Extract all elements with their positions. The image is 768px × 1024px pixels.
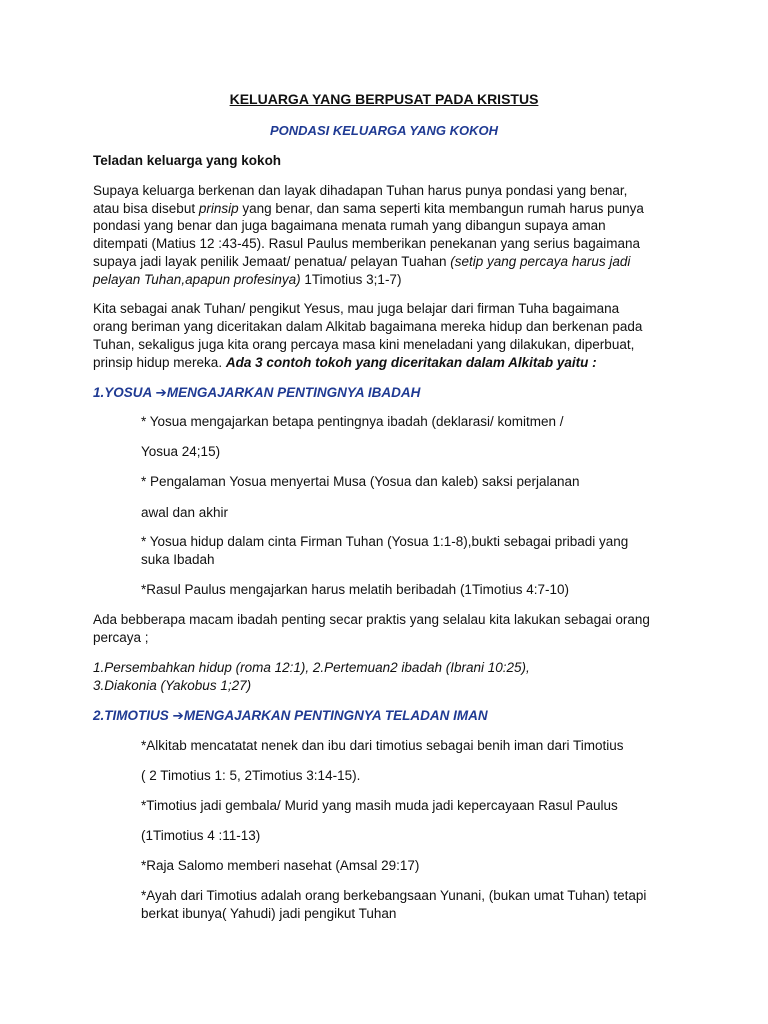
- paragraph-line: ditempati (Matius 12 :43-45). Rasul Paulus memberikan penekanan yang serius bagaimana: [93, 236, 641, 251]
- paragraph-line: Ada bebberapa macam ibadah penting secar praktis yang selalau kita lakukan sebagai orang: [93, 612, 650, 627]
- bullet-continuation: awal dan akhir: [141, 505, 229, 520]
- bullet-item: *Raja Salomo memberi nasehat (Amsal 29:17): [141, 858, 420, 873]
- text-run: prinsip hidup mereka.: [93, 355, 226, 370]
- ibadah-list-line: 1.Persembahkan hidup (roma 12:1), 2.Pertemuan2 ibadah (Ibrani 10:25),: [93, 660, 530, 675]
- paragraph-line: orang beriman yang diceritakan dalam Alkitab bagaimana mereka hidup dan berkenan pada: [93, 319, 643, 334]
- bullet-item: *Alkitab mencatatat nenek dan ibu dari timotius sebagai benih iman dari Timotius: [141, 738, 624, 753]
- text-run: 1Timotius 3;1-7): [300, 272, 402, 287]
- emphasis-text: prinsip: [198, 201, 239, 216]
- bullet-continuation: ( 2 Timotius 1: 5, 2Timotius 3:14-15).: [141, 768, 361, 783]
- text-run: supaya jadi layak penilik Jemaat/ penatua/ pelayan Tuahan: [93, 254, 451, 269]
- emphasis-text: (setip yang percaya harus jadi: [450, 254, 631, 269]
- arrow-right-icon: ➔: [155, 385, 167, 400]
- paragraph-line: [93, 200, 644, 218]
- text-run: yang benar, dan sama seperti kita membangun rumah harus punya: [238, 201, 644, 216]
- section-title-text: MENGAJARKAN PENTINGNYA IBADAH: [166, 385, 421, 400]
- bullet-item: *Ayah dari Timotius adalah orang berkebangsaan Yunani, (bukan umat Tuhan) tetapi: [141, 888, 647, 903]
- bullet-continuation: Yosua 24;15): [141, 444, 221, 459]
- document-subtitle: PONDASI KELUARGA YANG KOKOH: [270, 123, 498, 138]
- bullet-continuation: berkat ibunya( Yahudi) jadi pengikut Tuhan: [141, 906, 397, 921]
- paragraph-line: [93, 253, 630, 271]
- paragraph-line: [93, 354, 597, 372]
- section-title-timotius: [93, 707, 488, 725]
- paragraph-line: Kita sebagai anak Tuhan/ pengikut Yesus, mau juga belajar dari firman Tuha bagaimana: [93, 301, 620, 316]
- text-run: atau bisa disebut: [93, 201, 199, 216]
- emphasis-text: pelayan Tuhan,apapun profesinya): [93, 272, 301, 287]
- section-number: 2.TIMOTIUS: [93, 708, 173, 723]
- document-title: KELUARGA YANG BERPUSAT PADA KRISTUS: [229, 91, 539, 107]
- section-heading: Teladan keluarga yang kokoh: [93, 153, 282, 168]
- paragraph-line: percaya ;: [93, 630, 149, 645]
- bullet-item: *Timotius jadi gembala/ Murid yang masih muda jadi kepercayaan Rasul Paulus: [141, 798, 618, 813]
- bullet-item: *Rasul Paulus mengajarkan harus melatih beribadah (1Timotius 4:7-10): [141, 582, 569, 597]
- bullet-continuation: suka Ibadah: [141, 552, 215, 567]
- bullet-item: * Pengalaman Yosua menyertai Musa (Yosua dan kaleb) saksi perjalanan: [141, 474, 580, 489]
- section-number: 1.YOSUA: [93, 385, 156, 400]
- bullet-continuation: (1Timotius 4 :11-13): [141, 828, 261, 843]
- paragraph-line: Tuhan, sekaligus juga kita orang percaya masa kini meneladani yang dilakukan, diperbuat,: [93, 337, 635, 352]
- paragraph-line: Supaya keluarga berkenan dan layak dihadapan Tuhan harus punya pondasi yang benar,: [93, 183, 628, 198]
- paragraph-line: [93, 271, 401, 289]
- paragraph-line: pondasi yang benar dan juga bagaimana menata rumah yang dibangun supaya aman: [93, 218, 606, 233]
- bullet-item: * Yosua mengajarkan betapa pentingnya ibadah (deklarasi/ komitmen /: [141, 414, 564, 429]
- section-title-yosua: [93, 384, 420, 402]
- ibadah-list-line: 3.Diakonia (Yakobus 1;27): [93, 678, 252, 693]
- section-title-text: MENGAJARKAN PENTINGNYA TELADAN IMAN: [183, 708, 488, 723]
- emphasis-text: Ada 3 contoh tokoh yang diceritakan dalam Alkitab yaitu :: [225, 355, 597, 370]
- arrow-right-icon: ➔: [172, 708, 184, 723]
- bullet-item: * Yosua hidup dalam cinta Firman Tuhan (Yosua 1:1-8),bukti sebagai pribadi yang: [141, 534, 629, 549]
